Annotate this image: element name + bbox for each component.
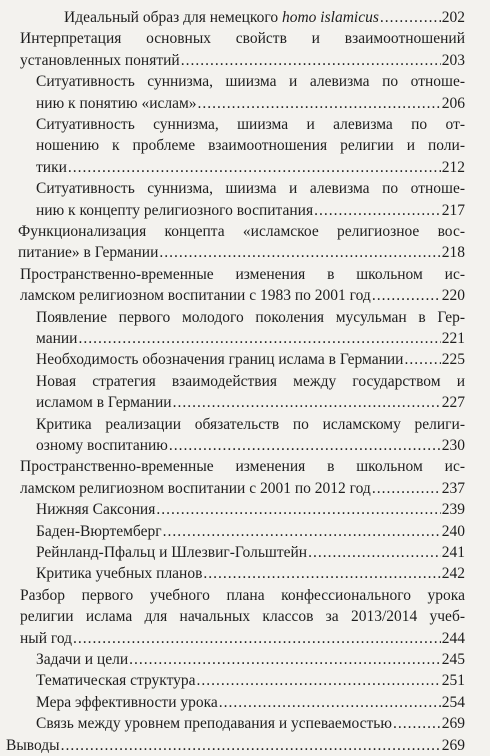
toc-page-number: 240 [441,522,465,540]
toc-entry-text: Баден-Вюртемберг [36,522,162,540]
toc-entry-text: нию к концепту религиозного воспитания [36,201,314,219]
toc-entry-line: Ситуативность суннизма, шиизма и алевизма по от- [36,116,465,133]
toc-entry-text: Связь между уровнем преподавания и успеваемостью [36,715,392,733]
dot-leader [380,7,441,28]
toc-entry[interactable] [18,221,465,264]
toc-page-number: 269 [441,736,465,754]
dot-leader [169,435,441,456]
toc-entry[interactable] [36,649,465,670]
toc-entry-line [36,200,465,221]
toc-entry-line [36,157,465,178]
toc-entry-text: Нижняя Саксония [36,501,156,519]
toc-entry-line: Критика реализации обязательств по исламскому религи- [36,415,465,433]
toc-entry-line: Функционализация концепта «исламское религиозное вос- [18,223,465,240]
toc-entry-text: мании [36,330,78,347]
toc-entry-text: исламом в Германии [36,394,172,412]
toc-page-number: 241 [441,544,465,561]
toc-page-number: 220 [441,287,465,305]
dot-leader [156,499,440,520]
toc-entry[interactable] [36,307,465,350]
toc-page-number: 245 [441,651,465,668]
toc-entry-text: нию к понятию «ислам» [36,94,197,112]
toc-entry-line: Новая стратегия взаимодействия между государством и [36,372,465,390]
toc-page-number: 202 [441,9,465,26]
toc-page-number: 242 [441,565,465,583]
toc-entry-line [36,713,465,734]
toc-entry-italic-text: homo islamicus [281,9,379,26]
toc-page-number: 218 [441,244,465,262]
toc-entry[interactable] [36,371,465,414]
toc-entry-line [20,478,465,499]
dot-leader [73,628,441,649]
toc-entry-text: Задачи и цели [36,651,129,668]
toc-page-number: 269 [441,715,465,733]
toc-entry[interactable] [6,735,465,756]
toc-page-number: 251 [441,672,465,690]
toc-entry-line: Пространственно-временные изменения в школьном ис- [20,458,465,476]
dot-leader [159,242,440,263]
toc-entry[interactable] [36,713,465,734]
toc-entry[interactable] [36,178,465,221]
toc-page-number: 227 [441,394,465,412]
toc-entry-text: установленных понятий [20,51,180,69]
toc-entry-line [20,628,465,649]
toc-entry-line [20,285,465,306]
toc-entry-line [36,349,465,370]
dot-leader [173,392,441,413]
toc-entry-line: Пространственно-временные изменения в школьном ис- [20,265,465,283]
toc-entry-text: питание» в Германии [18,244,159,262]
toc-entry-line [6,735,465,756]
toc-page-number: 237 [441,479,465,497]
dot-leader [61,735,441,756]
toc-entry-text: Выводы [6,736,60,754]
toc-entry-text: ный год [20,629,73,647]
toc-entry[interactable] [36,114,465,178]
toc-entry-line: Появление первого молодого поколения мусульман в Гер- [36,308,465,326]
toc-entry-text: тики [36,158,67,176]
toc-entry-line [36,93,465,114]
dot-leader [203,563,440,584]
toc-entry-line [36,542,465,563]
toc-entry-text: Тематическая структура [36,672,196,690]
toc-entry-line: Ситуативность суннизма, шиизма и алевизма по отноше- [36,73,465,91]
toc-entry-text: озному воспитанию [36,437,168,454]
toc-entry-line [20,50,465,71]
toc-entry[interactable] [20,264,465,307]
dot-leader [404,349,440,370]
toc-entry-line [36,435,465,456]
toc-entry[interactable] [36,71,465,114]
toc-entry-line: Интерпретация основных свойств и взаимоотношений [20,30,465,48]
toc-page-number: 254 [441,693,465,711]
dot-leader [372,478,441,499]
toc-entry-text: Рейнланд-Пфальц и Шлезвиг-Гольштейн [36,544,308,561]
toc-page-number: 221 [441,330,465,347]
toc-entry-text: ламском религиозном воспитании с 1983 по 2001 год [20,287,371,305]
toc-page-number: 230 [441,437,465,454]
dot-leader [68,157,441,178]
toc-entry-line [36,499,465,520]
toc-entry-line [64,7,465,28]
dot-leader [308,542,441,563]
toc-entry[interactable] [36,414,465,457]
toc-entry[interactable] [36,349,465,370]
toc-entry-line: религии ислама для начальных классов за 2013/2014 учеб- [20,608,465,626]
dot-leader [163,521,441,542]
toc-entry-text: Критика учебных планов [36,565,203,583]
toc-entry-text: Необходимость обозначения границ ислама в Германии [36,351,404,369]
dot-leader [393,713,441,734]
toc-entry-line [36,563,465,584]
toc-entry-text: Мера эффективности урока [36,693,218,711]
toc-page-number: 212 [441,158,465,176]
dot-leader [78,328,440,349]
toc-entry-line [36,521,465,542]
dot-leader [181,50,441,71]
toc-entry-line [18,242,465,263]
toc-entry[interactable] [64,7,465,28]
dot-leader [198,93,441,114]
toc-entry-line: Разбор первого учебного плана конфессионального урока [20,586,465,604]
toc-entry-text: ламском религиозном воспитании с 2001 по 2012 год [20,479,371,497]
toc-page-number: 239 [441,501,465,519]
toc-entry[interactable] [36,563,465,584]
dot-leader [372,285,441,306]
toc-entry[interactable] [20,28,465,71]
toc-entry[interactable] [36,499,465,520]
toc-page-number: 217 [441,201,465,219]
page-number [230,689,260,699]
dot-leader [314,200,441,221]
toc-page-number: 244 [441,629,465,647]
dot-leader [129,649,441,670]
toc-entry-text: Идеальный образ для немецкого homo islamicus [64,9,379,26]
toc-page-number: 203 [441,51,465,69]
toc-entry[interactable] [20,456,465,499]
toc-entry[interactable] [36,542,465,563]
toc-entry[interactable] [36,521,465,542]
toc-entry-line: Ситуативность суннизма, шиизма и алевизма по отноше- [36,180,465,198]
toc-entry[interactable] [20,585,465,649]
toc-page-number: 225 [441,351,465,369]
toc-page-number: 206 [441,94,465,112]
toc-entry-line [36,328,465,349]
toc-entry-line: ношению к проблеме взаимоотношения религии и поли- [36,137,465,155]
toc-entry-line [36,649,465,670]
toc-entry-line [36,392,465,413]
